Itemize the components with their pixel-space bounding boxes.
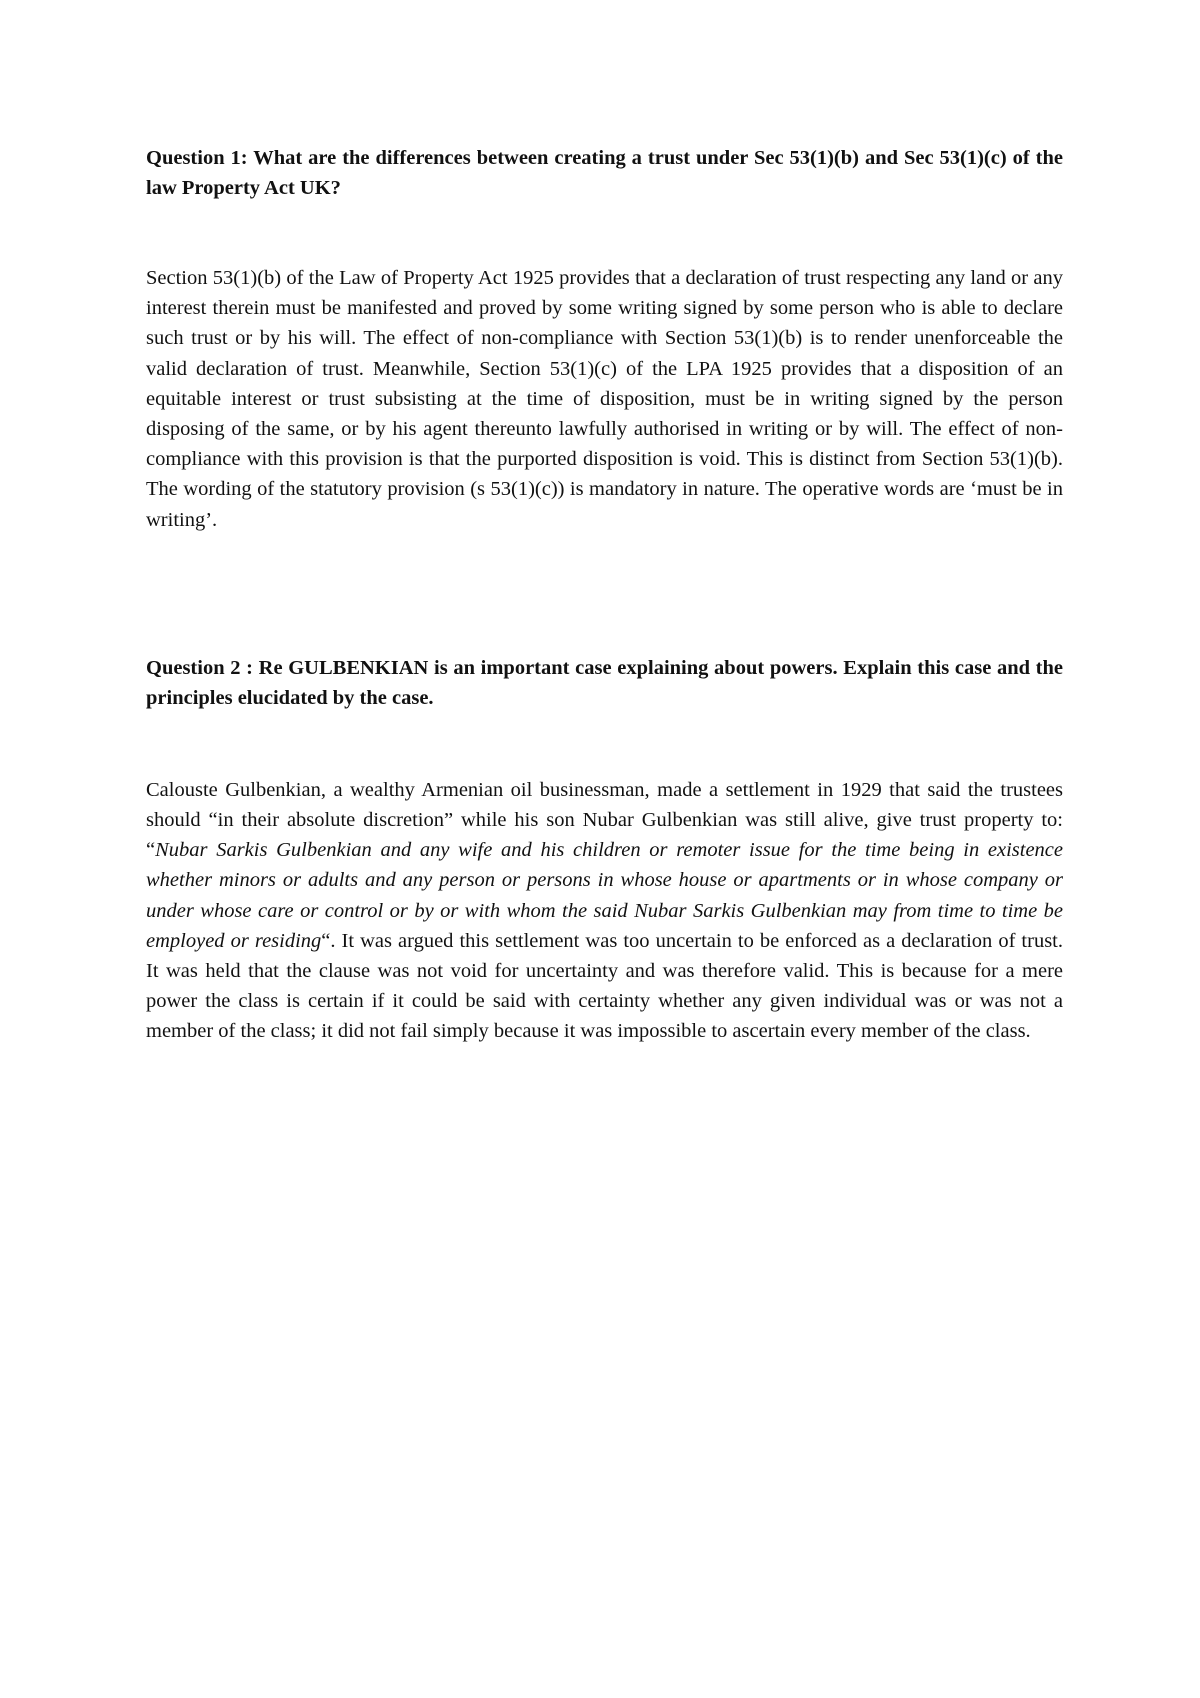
question-1-section [146, 143, 1063, 535]
question-2-title: Question 2 : Re GULBENKIAN is an important case explaining about powers. Explain this case and the principles elucidated by the case. [146, 656, 1063, 709]
question-2-answer [146, 775, 1063, 1047]
question-1-answer: Section 53(1)(b) of the Law of Property Act 1925 provides that a declaration of trust respecting any land or any interest therein must be manifested and proved by some writing signed by some person who is able to declare such trust or by his will. The effect of non-compliance with Section 53(1)(b) is to render unenforceable the valid declaration of trust. Meanwhile, Section 53(1)(c) of the LPA 1925 provides that a disposition of an equitable interest or trust subsisting at the time of disposition, must be in writing signed by the person disposing of the same, or by his agent thereunto lawfully authorised in writing or by will. The effect of non-compliance with this provision is that the purported disposition is void. This is distinct from Section 53(1)(b). The wording of the statutory provision (s 53(1)(c)) is mandatory in nature. The operative words are ‘must be in writing’. [146, 267, 1063, 531]
question-1-title: Question 1: What are the differences between creating a trust under Sec 53(1)(b) and Sec 53(1)(c) of the law Property Act UK? [146, 147, 1063, 199]
answer-text-after-quote: “. It was argued this settlement was too uncertain to be enforced as a declaration of trust. It was held that the clause was not void for uncertainty and was therefore valid. This is because for a mere power the class is certain if it could be said with certainty whether any given individual was or was not a member of the class; it did not fail simply because it was impossible to ascertain every member of the class. [146, 929, 1063, 1043]
question-2-section [146, 653, 1063, 1047]
answer-text-before-quote: Calouste Gulbenkian, a wealthy Armenian oil businessman, made a settlement in 1929 that said the trustees should “in their absolute discretion” while his son Nubar Gulbenkian was still alive, give trust property to: “ [146, 778, 1063, 862]
settlement-quote: Nubar Sarkis Gulbenkian and any wife and his children or remoter issue for the time being in existence whether minors or adults and any person or persons in whose house or apartments or in whose company or under whose care or control or by or with whom the said Nubar Sarkis Gulbenkian may from time to time be employed or residing [146, 839, 1063, 952]
